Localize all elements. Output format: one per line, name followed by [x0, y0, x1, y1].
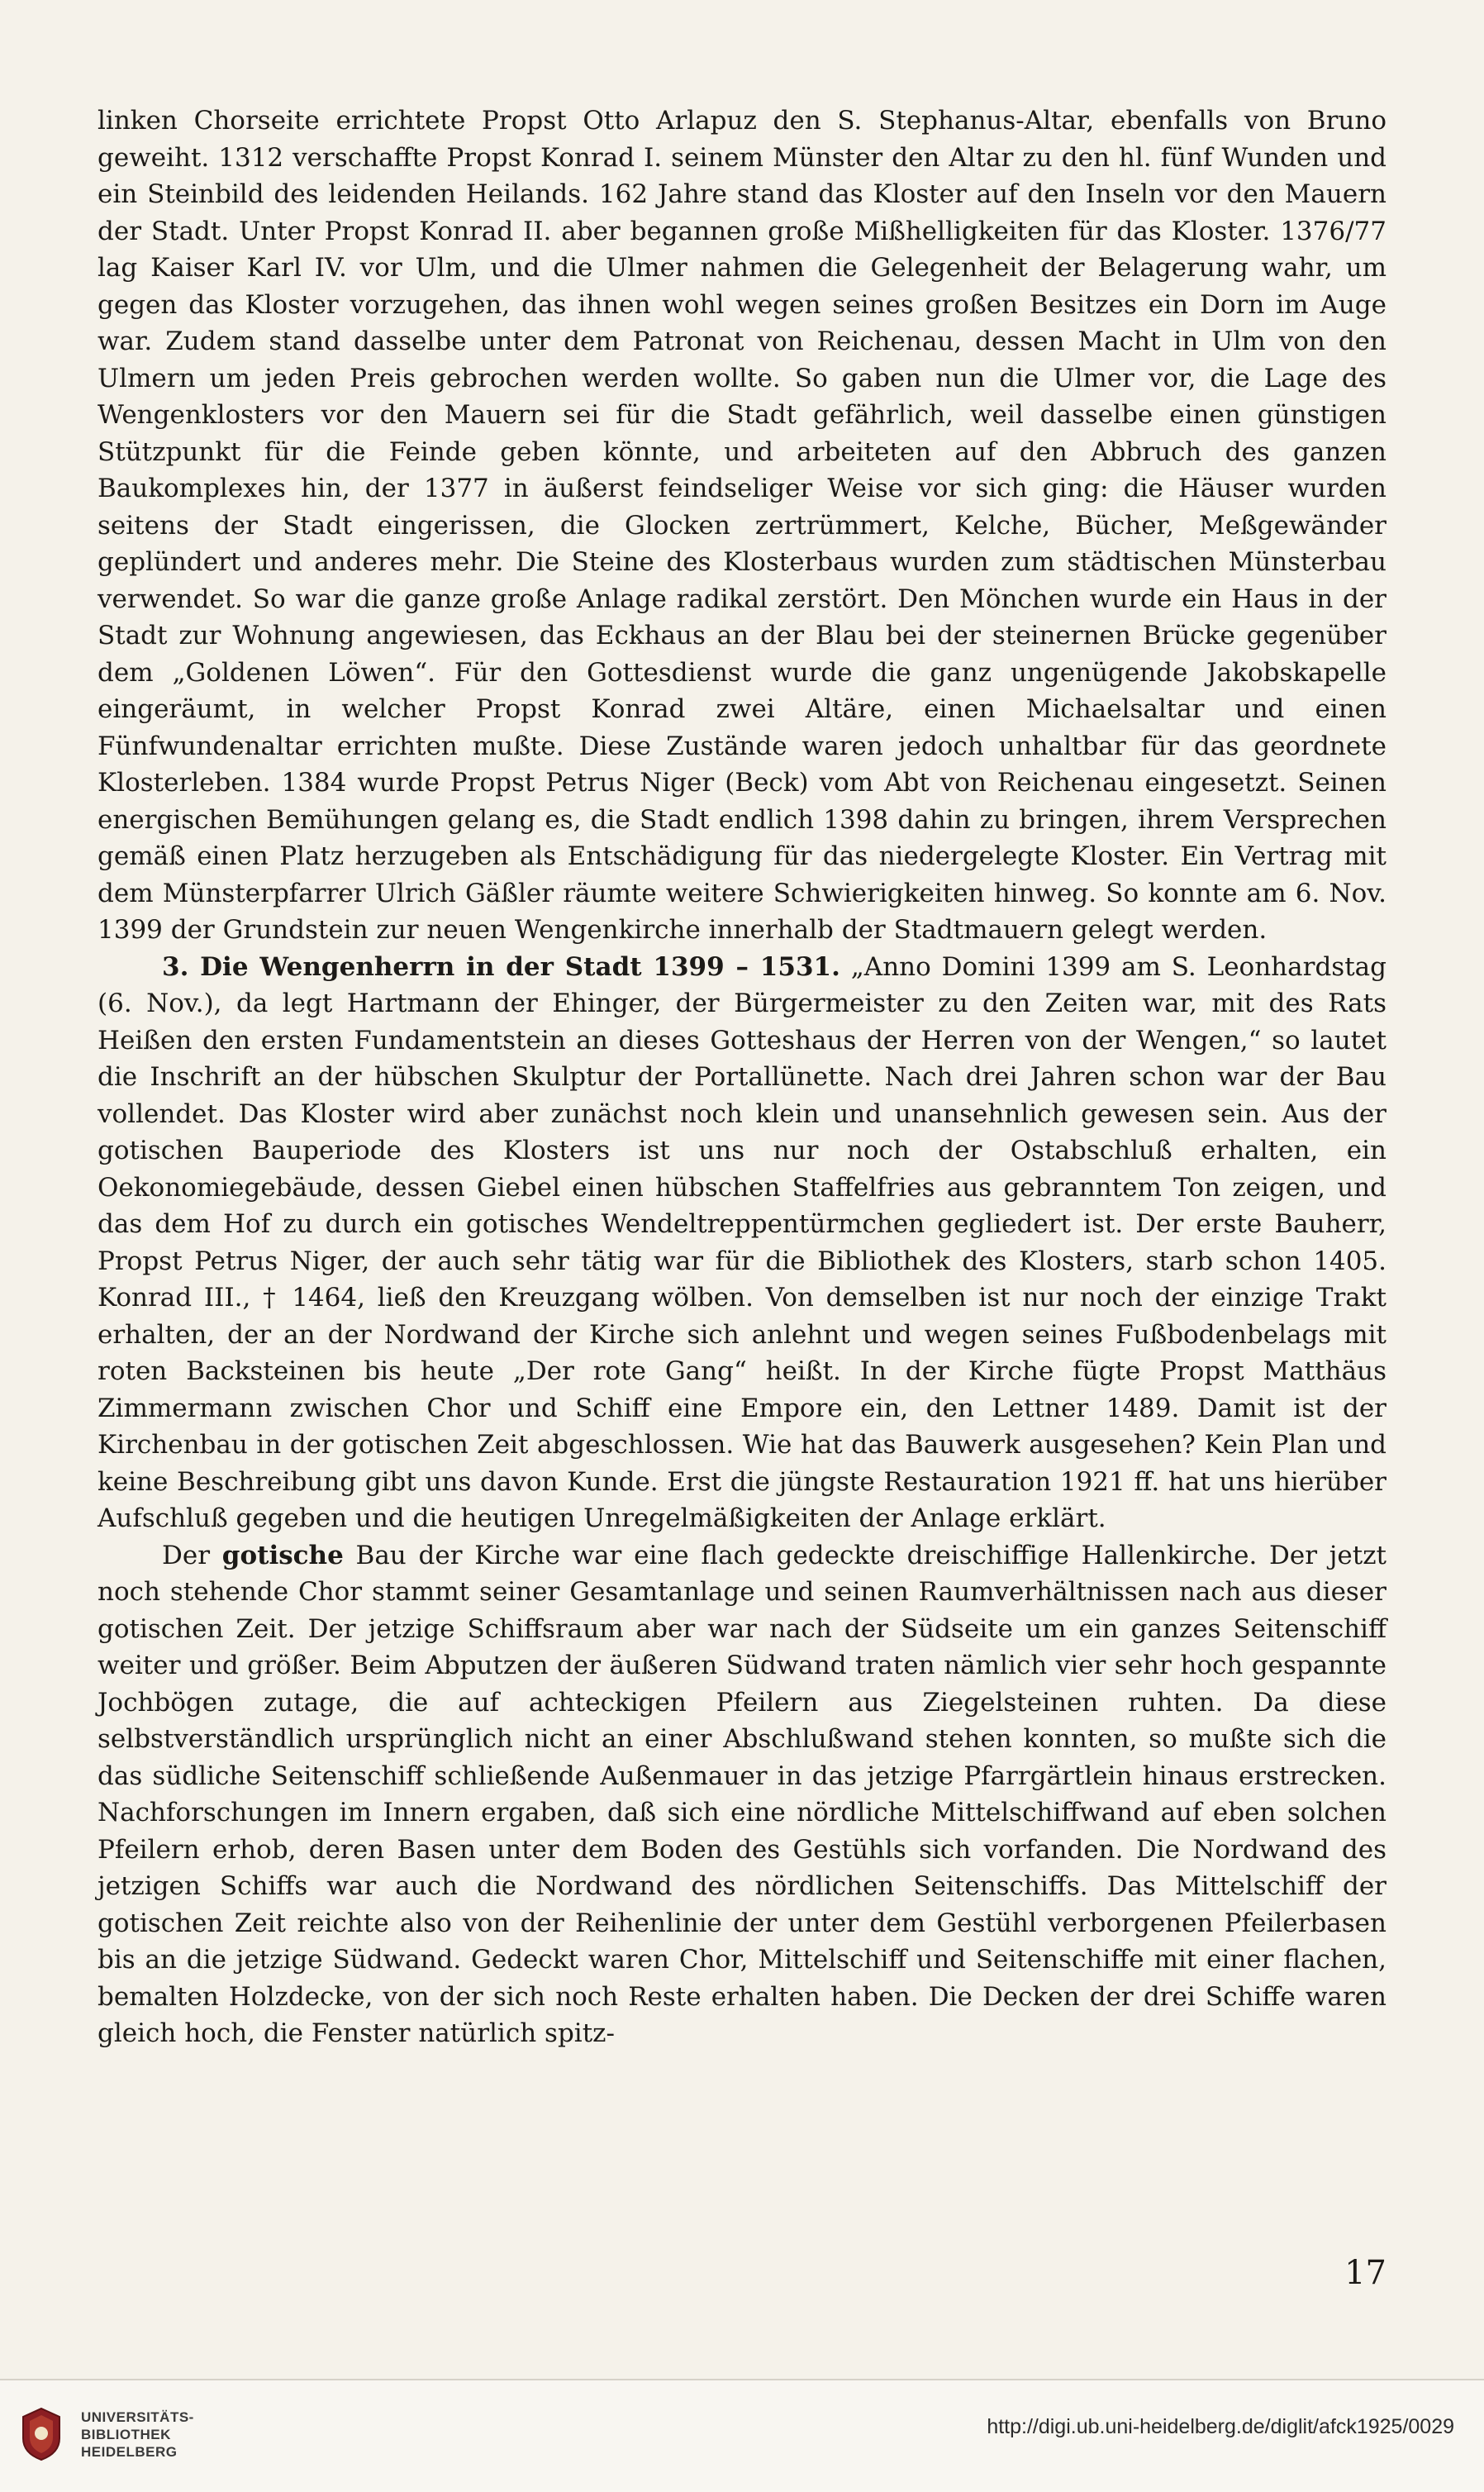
- section-heading: 3. Die Wengenherrn in der Stadt 1399 – 1531.: [162, 951, 840, 982]
- source-url-link[interactable]: http://digi.ub.uni-heidelberg.de/diglit/afck1925/0029: [987, 2415, 1454, 2438]
- paragraph-3-bold-word: gotische: [221, 1540, 344, 1570]
- paragraph-2-text: „Anno Domini 1399 am S. Leonhardstag (6. Nov.), da legt Hartmann der Ehinger, der Bürgermeister zu den Zeiten war, mit des Rats Heißen den ersten Fundamentstein an dieses Gotteshaus der Herren von der Wengen,“ so lautet die Inschrift an der hübschen Skulptur der Portallünette. Nach drei Jahren schon war der Bau vollendet. Das Kloster wird aber zunächst noch klein und unansehnlich gewesen sein. Aus der gotischen Bauperiode des Klosters ist uns nur noch der Ostabschluß erhalten, ein Oekonomiegebäude, dessen Giebel einen hübschen Staffelfries aus gebranntem Ton zeigen, und das dem Hof zu durch ein gotisches Wendeltreppentürmchen gegliedert ist. Der erste Bauherr, Propst Petrus Niger, der auch sehr tätig war für die Bibliothek des Klosters, starb schon 1405. Konrad III., † 1464, ließ den Kreuzgang wölben. Von demselben ist nur noch der einzige Trakt erhalten, der an der Nordwand der Kirche sich anlehnt und wegen seines Fußbodenbelags mit roten Backsteinen bis heute „Der rote Gang“ heißt. In der Kirche fügte Propst Matthäus Zimmermann zwischen Chor und Schiff eine Empore ein, den Lettner 1489. Damit ist der Kirchenbau in der gotischen Zeit abgeschlossen. Wie hat das Bauwerk ausgesehen? Kein Plan und keine Beschreibung gibt uns davon Kunde. Erst die jüngste Restauration 1921 ff. hat uns hierüber Aufschluß gegeben und die heutigen Unregelmäßigkeiten der Anlage erklärt.: [98, 951, 1386, 1533]
- paragraph-2: [98, 949, 1386, 1537]
- paragraph-1: linken Chorseite errichtete Propst Otto Arlapuz den S. Stephanus-Altar, ebenfalls von Bruno geweiht. 1312 verschaffte Propst Konrad I. seinem Münster den Altar zu den hl. fünf Wunden und ein Steinbild des leidenden Heilands. 162 Jahre stand das Kloster auf den Inseln vor den Mauern der Stadt. Unter Propst Konrad II. aber begannen große Mißhelligkeiten für das Kloster. 1376/77 lag Kaiser Karl IV. vor Ulm, und die Ulmer nahmen die Gelegenheit der Belagerung wahr, um gegen das Kloster vorzugehen, das ihnen wohl wegen seines großen Besitzes ein Dorn im Auge war. Zudem stand dasselbe unter dem Patronat von Reichenau, dessen Macht in Ulm von den Ulmern um jeden Preis gebrochen werden wollte. So gaben nun die Ulmer vor, die Lage des Wengenklosters vor den Mauern sei für die Stadt gefährlich, weil dasselbe einen günstigen Stützpunkt für die Feinde geben könnte, und arbeiteten auf den Abbruch des ganzen Baukomplexes hin, der 1377 in äußerst feindseliger Weise vor sich ging: die Häuser wurden seitens der Stadt eingerissen, die Glocken zertrümmert, Kelche, Bücher, Meßgewänder geplündert und anderes mehr. Die Steine des Klosterbaus wurden zum städtischen Münsterbau verwendet. So war die ganze große Anlage radikal zerstört. Den Mönchen wurde ein Haus in der Stadt zur Wohnung angewiesen, das Eckhaus an der Blau bei der steinernen Brücke gegenüber dem „Goldenen Löwen“. Für den Gottesdienst wurde die ganz ungenügende Jakobskapelle eingeräumt, in welcher Propst Konrad zwei Altäre, einen Michaelsaltar und einen Fünfwundenaltar errichten mußte. Diese Zustände waren jedoch unhaltbar für das geordnete Klosterleben. 1384 wurde Propst Petrus Niger (Beck) vom Abt von Reichenau eingesetzt. Seinen energischen Bemühungen gelang es, die Stadt endlich 1398 dahin zu bringen, ihrem Versprechen gemäß einen Platz herzugeben als Entschädigung für das niedergelegte Kloster. Ein Vertrag mit dem Münsterpfarrer Ulrich Gäßler räumte weitere Schwierigkeiten hinweg. So konnte am 6. Nov. 1399 der Grundstein zur neuen Wengenkirche innerhalb der Stadtmauern gelegt werden.: [98, 106, 1386, 945]
- page-text: [98, 102, 1386, 2052]
- page-number: 17: [1344, 2254, 1386, 2292]
- footer-bar: [0, 2380, 1484, 2492]
- paragraph-3: [98, 1537, 1386, 2052]
- paragraph-3-text: Bau der Kirche war eine flach gedeckte dreischiffige Hallenkirche. Der jetzt noch stehende Chor stammt seiner Gesamtanlage und seinen Raumverhältnissen nach aus dieser gotischen Zeit. Der jetzige Schiffsraum aber war nach der Südseite um ein ganzes Seitenschiff weiter und größer. Beim Abputzen der äußeren Südwand traten nämlich vier sehr hoch gespannte Jochbögen zutage, die auf achteckigen Pfeilern aus Ziegelsteinen ruhten. Da diese selbstverständlich ursprünglich nicht an einer Abschlußwand stehen konnten, so mußte sich die das südliche Seitenschiff schließende Außenmauer in das jetzige Pfarrgärtlein hinaus erstrecken. Nachforschungen im Innern ergaben, daß sich eine nördliche Mittelschiffwand auf eben solchen Pfeilern erhob, deren Basen unter dem Boden des Gestühls sich vorfanden. Die Nordwand des jetzigen Schiffs war auch die Nordwand des nördlichen Seitenschiffs. Das Mittelschiff der gotischen Zeit reichte also von der Reihenlinie der unter dem Gestühl verborgenen Pfeilerbasen bis an die jetzige Südwand. Gedeckt waren Chor, Mittelschiff und Seitenschiffe mit einer flachen, bemalten Holzdecke, von der sich noch Reste erhalten haben. Die Decken der drei Schiffe waren gleich hoch, die Fenster natürlich spitz-: [98, 1540, 1386, 2048]
- library-logo-text: [81, 2409, 194, 2461]
- university-seal-icon: [17, 2405, 66, 2463]
- logo-line-1: UNIVERSITÄTS-: [81, 2409, 194, 2425]
- logo-line-3: HEIDELBERG: [81, 2443, 178, 2460]
- logo-line-2: BIBLIOTHEK: [81, 2426, 171, 2442]
- paragraph-3-lead: Der: [162, 1540, 211, 1570]
- library-logo[interactable]: [17, 2405, 194, 2463]
